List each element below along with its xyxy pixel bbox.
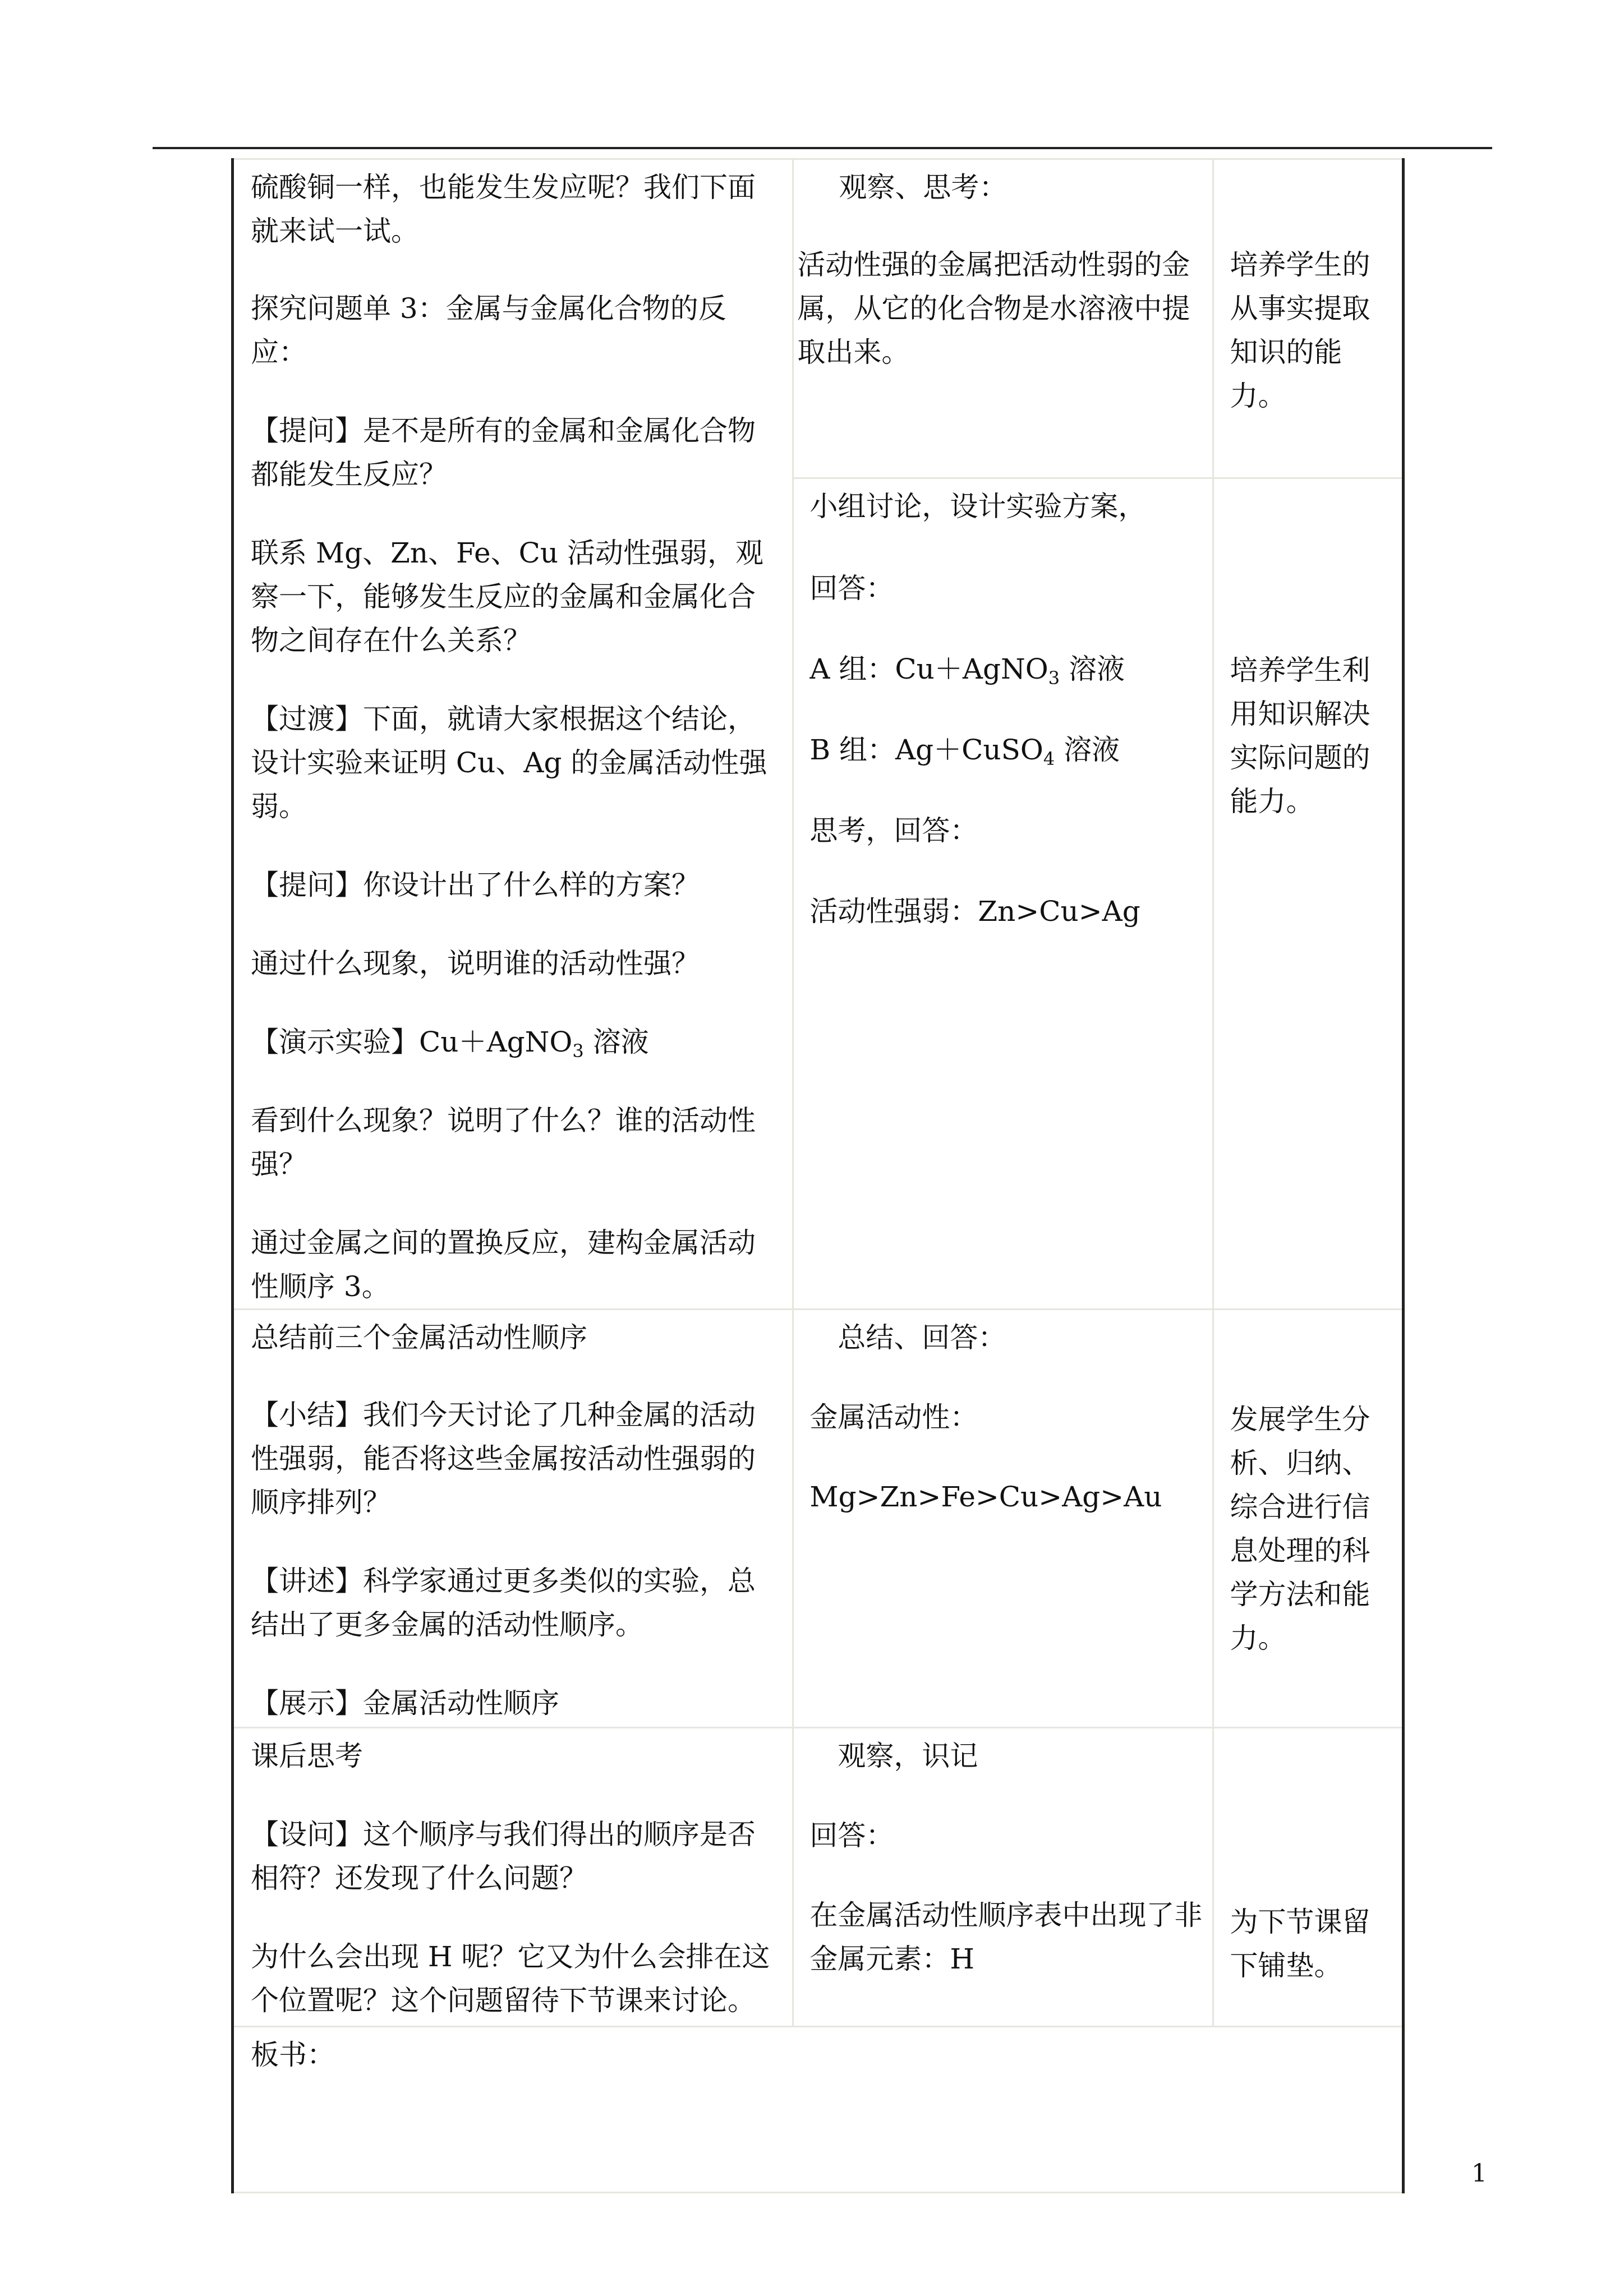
intent-text: 培养学生利用知识解决实际问题的能力。 (1230, 654, 1370, 818)
student-text: 回答： (809, 1819, 894, 1852)
teacher-text: 探究问题单 3：金属与金属化合物的反应： (251, 292, 726, 368)
teacher-text: 总结前三个金属活动性顺序 (251, 1321, 587, 1354)
student-text: 活动性强弱：Zn>Cu>Ag (809, 895, 1140, 928)
teacher-text: 看到什么现象？说明了什么？谁的活动性强？ (251, 1104, 756, 1181)
student-text: 回答： (809, 572, 894, 605)
intent-text: 为下节课留下铺垫。 (1230, 1906, 1370, 1982)
header-rule (153, 147, 1492, 149)
board-notes-cell (233, 2027, 1404, 2193)
teacher-text: 【提问】你设计出了什么样的方案？ (251, 869, 700, 901)
student-activity-cell-1b (793, 478, 1213, 1310)
teacher-text: 联系 Mg、Zn、Fe、Cu 活动性强弱，观察一下，能够发生反应的金属和金属化合物之间存在什么关系？ (251, 537, 763, 657)
teacher-text: 【过渡】下面，就请大家根据这个结论，设计实验来证明 Cu、Ag 的金属活动性强弱。 (251, 703, 767, 823)
student-text: 在金属活动性顺序表中出现了非金属元素：H (809, 1899, 1203, 1975)
student-text: 观察，识记 (838, 1740, 978, 1772)
teacher-text: 【提问】是不是所有的金属和金属化合物都能发生反应？ (251, 414, 756, 491)
teacher-text: 【演示实验】Cu＋AgNO$_3$ 溶液 (251, 1026, 649, 1062)
student-text: B 组：Ag＋CuSO$_4$ 溶液 (809, 734, 1120, 770)
teacher-activity-cell-1 (233, 159, 793, 1310)
student-text: 小组讨论，设计实验方案， (809, 490, 1147, 523)
student-text: 总结、回答： (838, 1321, 1006, 1354)
student-text: 观察、思考： (839, 171, 1007, 204)
board-label: 板书： (251, 2039, 335, 2071)
student-activity-cell-3 (793, 1728, 1213, 2027)
student-text: 活动性强的金属把活动性弱的金属，从它的化合物是水溶液中提取出来。 (797, 248, 1190, 368)
student-text: Mg>Zn>Fe>Cu>Ag>Au (809, 1481, 1162, 1513)
teacher-text: 【讲述】科学家通过更多类似的实验，总结出了更多金属的活动性顺序。 (251, 1565, 756, 1641)
design-intent-cell-3 (1213, 1728, 1404, 2027)
design-intent-cell-1b (1213, 478, 1404, 1310)
lesson-table (231, 158, 1405, 2115)
teacher-text: 为什么会出现 H 呢？它又为什么会排在这个位置呢？这个问题留待下节课来讨论。 (251, 1940, 770, 2017)
page-number: 1 (1471, 2159, 1487, 2188)
student-text: 思考，回答： (809, 814, 978, 847)
teacher-text: 通过金属之间的置换反应，建构金属活动性顺序 3。 (251, 1227, 756, 1303)
design-intent-cell-2 (1213, 1310, 1404, 1728)
student-activity-cell-1a (793, 159, 1213, 478)
teacher-text: 【展示】金属活动性顺序 (251, 1687, 559, 1719)
teacher-activity-cell-2 (233, 1310, 793, 1728)
student-text: 金属活动性： (809, 1401, 978, 1433)
student-text: A 组：Cu＋AgNO$_3$ 溶液 (809, 653, 1125, 689)
teacher-text: 通过什么现象，说明谁的活动性强？ (251, 947, 700, 980)
intent-text: 发展学生分析、归纳、综合进行信息处理的科学方法和能力。 (1230, 1403, 1370, 1654)
design-intent-cell-1a (1213, 159, 1404, 478)
teacher-text: 硫酸铜一样，也能发生发应呢？我们下面就来试一试。 (251, 171, 756, 247)
intent-text: 培养学生的从事实提取知识的能力。 (1230, 248, 1370, 412)
teacher-text: 课后思考 (251, 1740, 363, 1772)
teacher-text: 【设问】这个顺序与我们得出的顺序是否相符？还发现了什么问题？ (251, 1818, 756, 1894)
student-activity-cell-2 (793, 1310, 1213, 1728)
teacher-text: 【小结】我们今天讨论了几种金属的活动性强弱，能否将这些金属按活动性强弱的顺序排列？ (251, 1399, 756, 1519)
teacher-activity-cell-3 (233, 1728, 793, 2027)
